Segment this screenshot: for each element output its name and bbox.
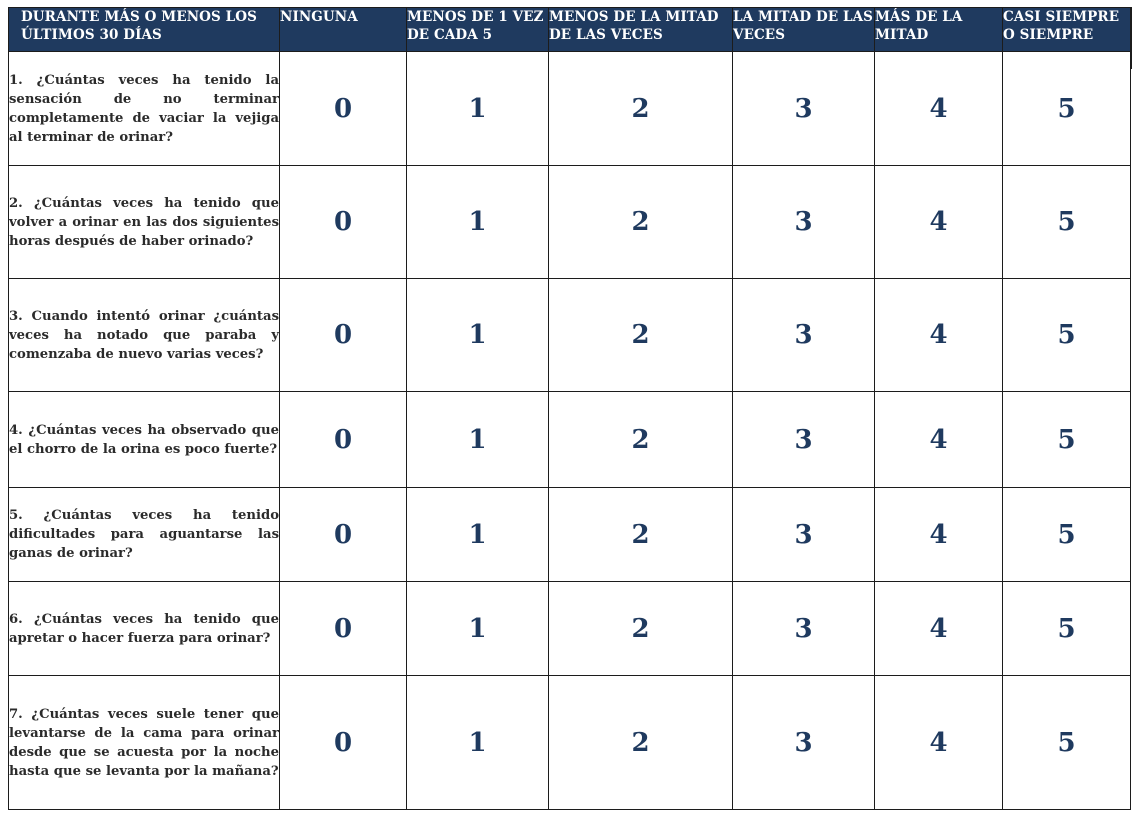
header-row (9, 8, 1131, 52)
score-option-2[interactable] (549, 676, 733, 810)
score-value: 5 (1057, 424, 1076, 455)
question-text: 7. ¿Cuántas veces suele tener que levantarse de la cama para orinar desde que se acuesta por la noche hasta que se levanta por la mañana? (9, 676, 280, 810)
score-option-2[interactable] (549, 582, 733, 676)
score-option-5[interactable] (1003, 279, 1131, 392)
score-value: 3 (794, 424, 813, 455)
score-option-1[interactable] (407, 676, 549, 810)
score-option-0[interactable] (280, 676, 407, 810)
question-row-5 (9, 488, 1131, 582)
score-value: 2 (631, 320, 650, 350)
question-text: 1. ¿Cuántas veces ha tenido la sensación de no terminar completamente de vaciar la vejiga al terminar de orinar? (9, 52, 280, 166)
score-option-2[interactable] (549, 392, 733, 488)
question-text: 4. ¿Cuántas veces ha observado que el chorro de la orina es poco fuerte? (9, 392, 280, 488)
score-option-4[interactable] (875, 488, 1003, 582)
score-option-1[interactable] (407, 52, 549, 166)
question-text: 5. ¿Cuántas veces ha tenido dificultades para aguantarse las ganas de orinar? (9, 488, 280, 582)
score-value: 5 (1057, 727, 1076, 758)
score-value: 0 (333, 519, 353, 550)
score-value: 1 (468, 320, 487, 350)
score-option-3[interactable] (733, 488, 875, 582)
score-option-0[interactable] (280, 279, 407, 392)
score-value: 2 (631, 207, 650, 237)
score-option-4[interactable] (875, 582, 1003, 676)
score-option-4[interactable] (875, 166, 1003, 279)
score-value: 5 (1057, 519, 1076, 550)
score-value: 1 (468, 613, 487, 644)
score-option-0[interactable] (280, 582, 407, 676)
score-value: 2 (631, 93, 650, 124)
score-value: 1 (468, 727, 487, 758)
question-row-7 (9, 676, 1131, 810)
score-value: 1 (468, 93, 487, 124)
score-value: 3 (794, 207, 813, 237)
score-value: 0 (333, 424, 353, 455)
score-value: 5 (1057, 613, 1076, 644)
score-value: 4 (929, 519, 948, 550)
score-option-0[interactable] (280, 488, 407, 582)
score-value: 0 (333, 93, 353, 124)
score-value: 4 (929, 727, 948, 758)
score-value: 5 (1057, 207, 1076, 237)
score-value: 3 (794, 613, 813, 644)
header-period: DURANTE MÁS O MENOS LOS ÚLTIMOS 30 DÍAS (9, 8, 280, 52)
score-option-2[interactable] (549, 488, 733, 582)
score-option-4[interactable] (875, 392, 1003, 488)
score-option-1[interactable] (407, 166, 549, 279)
score-option-5[interactable] (1003, 166, 1131, 279)
score-value: 2 (631, 613, 650, 644)
score-option-2[interactable] (549, 52, 733, 166)
score-option-0[interactable] (280, 52, 407, 166)
score-value: 0 (333, 320, 353, 350)
score-option-3[interactable] (733, 279, 875, 392)
score-value: 1 (468, 424, 487, 455)
score-value: 4 (929, 320, 948, 350)
score-option-2[interactable] (549, 279, 733, 392)
score-option-5[interactable] (1003, 676, 1131, 810)
score-option-3[interactable] (733, 582, 875, 676)
header-option-none: NINGUNA (280, 8, 407, 52)
question-text: 3. Cuando intentó orinar ¿cuántas veces ha notado que paraba y comenzaba de nuevo varias veces? (9, 279, 280, 392)
score-option-5[interactable] (1003, 582, 1131, 676)
question-row-3 (9, 279, 1131, 392)
score-value: 4 (929, 424, 948, 455)
score-option-1[interactable] (407, 582, 549, 676)
score-option-5[interactable] (1003, 52, 1131, 166)
score-option-3[interactable] (733, 392, 875, 488)
score-value: 3 (794, 93, 813, 124)
score-option-2[interactable] (549, 166, 733, 279)
question-row-1 (9, 52, 1131, 166)
score-value: 1 (468, 519, 487, 550)
header-option-half: LA MITAD DE LAS VECES (733, 8, 875, 52)
score-value: 1 (468, 207, 487, 237)
score-option-1[interactable] (407, 279, 549, 392)
score-value: 2 (631, 424, 650, 455)
header-option-less-than-half: MENOS DE LA MITAD DE LAS VECES (549, 8, 733, 52)
header-option-almost-always: CASI SIEMPRE O SIEMPRE (1003, 8, 1131, 52)
score-option-4[interactable] (875, 52, 1003, 166)
score-value: 4 (929, 93, 948, 124)
score-value: 3 (794, 519, 813, 550)
score-value: 0 (333, 207, 353, 237)
score-value: 5 (1057, 320, 1076, 350)
score-option-3[interactable] (733, 676, 875, 810)
score-option-3[interactable] (733, 166, 875, 279)
score-value: 5 (1057, 93, 1076, 124)
score-value: 0 (333, 727, 353, 758)
score-option-0[interactable] (280, 392, 407, 488)
question-text: 6. ¿Cuántas veces ha tenido que apretar o hacer fuerza para orinar? (9, 582, 280, 676)
header-option-less-than-1-in-5: MENOS DE 1 VEZ DE CADA 5 (407, 8, 549, 52)
score-value: 2 (631, 727, 650, 758)
score-option-4[interactable] (875, 676, 1003, 810)
score-value: 4 (929, 613, 948, 644)
score-value: 2 (631, 519, 650, 550)
score-value: 3 (794, 727, 813, 758)
score-value: 4 (929, 207, 948, 237)
score-option-1[interactable] (407, 488, 549, 582)
header-option-more-than-half: MÁS DE LA MITAD (875, 8, 1003, 52)
question-row-2 (9, 166, 1131, 279)
question-text: 2. ¿Cuántas veces ha tenido que volver a orinar en las dos siguientes horas después de haber orinado? (9, 166, 280, 279)
score-option-0[interactable] (280, 166, 407, 279)
score-option-1[interactable] (407, 392, 549, 488)
question-row-4 (9, 392, 1131, 488)
score-option-5[interactable] (1003, 392, 1131, 488)
score-value: 3 (794, 320, 813, 350)
score-option-4[interactable] (875, 279, 1003, 392)
symptom-score-table (8, 7, 1131, 810)
score-option-3[interactable] (733, 52, 875, 166)
question-row-6 (9, 582, 1131, 676)
score-value: 0 (333, 613, 353, 644)
score-option-5[interactable] (1003, 488, 1131, 582)
